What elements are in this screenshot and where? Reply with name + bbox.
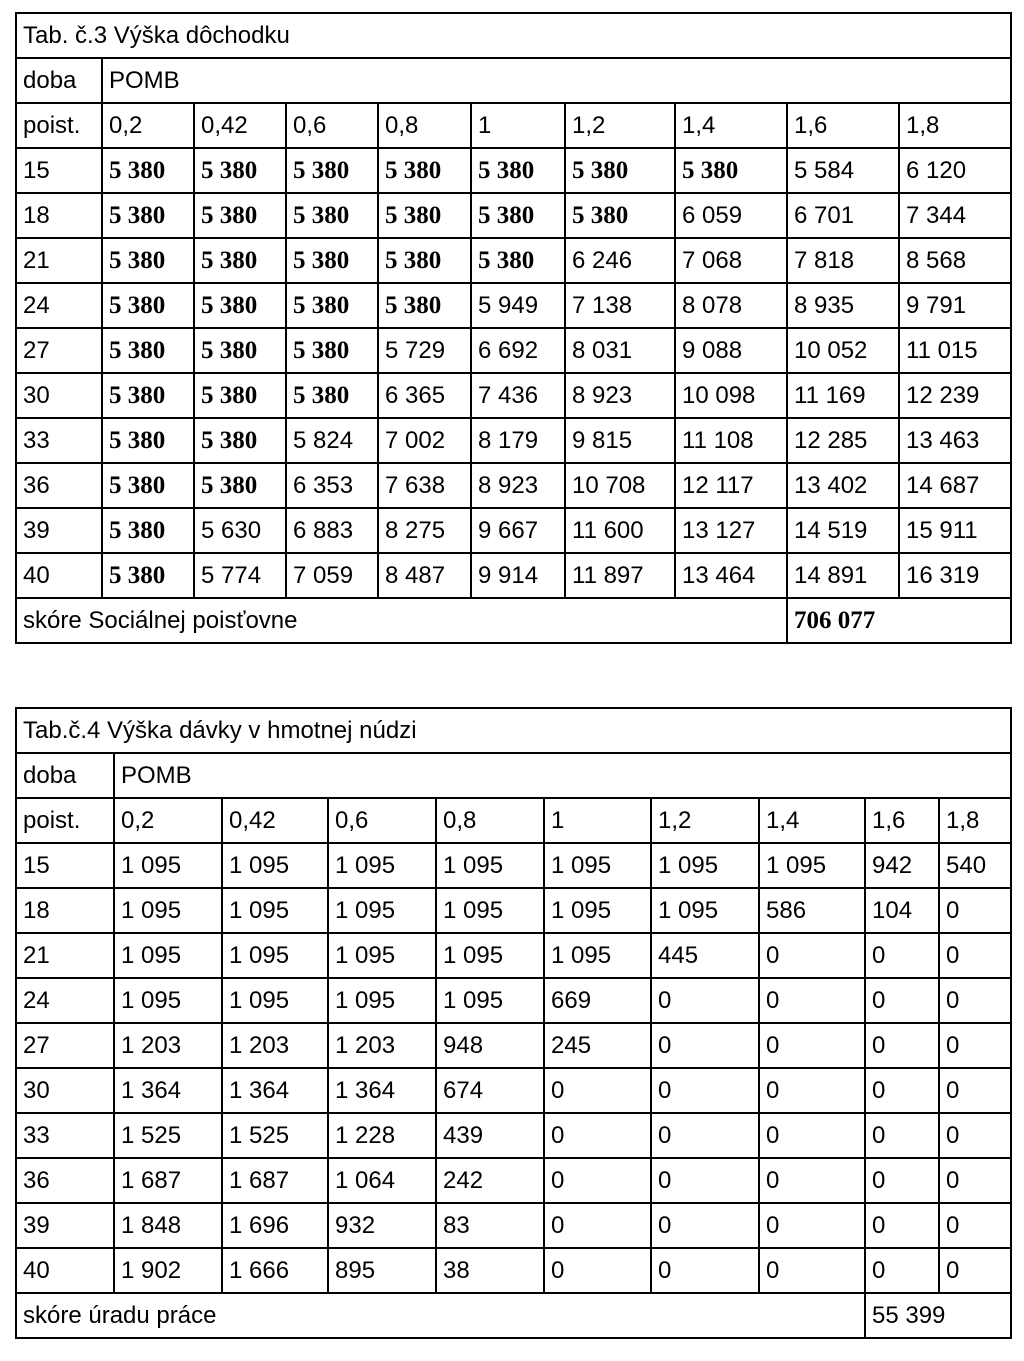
- table-row: [16, 1203, 1011, 1248]
- row-label: 18: [16, 193, 102, 238]
- column-header: 1,8: [939, 798, 1011, 843]
- table-cell: 7 068: [675, 238, 787, 283]
- row-label: 21: [16, 933, 114, 978]
- row-label: 18: [16, 888, 114, 933]
- table-cell: 1 095: [328, 843, 436, 888]
- row-header-top: doba: [16, 753, 114, 798]
- table-cell: 5 380: [286, 238, 378, 283]
- table-cell: 242: [436, 1158, 544, 1203]
- table-row: [16, 418, 1011, 463]
- table-cell: 8 923: [471, 463, 565, 508]
- table-cell: 5 380: [565, 148, 675, 193]
- table-cell: 0: [759, 933, 865, 978]
- table-cell: 1 095: [544, 888, 651, 933]
- table-cell: 38: [436, 1248, 544, 1293]
- row-label: 24: [16, 978, 114, 1023]
- table-cell: 669: [544, 978, 651, 1023]
- table-cell: 7 436: [471, 373, 565, 418]
- table-cell: 10 052: [787, 328, 899, 373]
- table-cell: 5 380: [102, 238, 194, 283]
- table-cell: 1 095: [222, 978, 328, 1023]
- table-cell: 5 380: [194, 328, 286, 373]
- row-label: 39: [16, 1203, 114, 1248]
- table-cell: 8 568: [899, 238, 1011, 283]
- row-label: 40: [16, 1248, 114, 1293]
- table-cell: 12 117: [675, 463, 787, 508]
- table-cell: 5 729: [378, 328, 471, 373]
- row-label: 27: [16, 1023, 114, 1068]
- table-cell: 1 095: [222, 843, 328, 888]
- table-cell: 14 687: [899, 463, 1011, 508]
- table-row: [16, 238, 1011, 283]
- table-cell: 5 630: [194, 508, 286, 553]
- row-header-sub: poist.: [16, 103, 102, 148]
- table-cell: 11 015: [899, 328, 1011, 373]
- table-cell: 5 380: [286, 283, 378, 328]
- row-label: 33: [16, 418, 102, 463]
- table-cell: 0: [651, 1023, 759, 1068]
- table-vyska-dochodku: [15, 12, 1012, 644]
- table-cell: 5 380: [194, 418, 286, 463]
- table-cell: 1 095: [651, 888, 759, 933]
- table-cell: 5 380: [378, 193, 471, 238]
- table-row: [16, 193, 1011, 238]
- table-row: [16, 1068, 1011, 1113]
- table-cell: 1 687: [114, 1158, 222, 1203]
- table-cell: 942: [865, 843, 939, 888]
- table-cell: 5 949: [471, 283, 565, 328]
- table-cell: 1 095: [114, 933, 222, 978]
- table-cell: 6 246: [565, 238, 675, 283]
- column-header-row: [16, 103, 1011, 148]
- table-cell: 10 708: [565, 463, 675, 508]
- table-cell: 1 848: [114, 1203, 222, 1248]
- table-cell: 9 815: [565, 418, 675, 463]
- row-label: 24: [16, 283, 102, 328]
- table-cell: 8 078: [675, 283, 787, 328]
- table-cell: 0: [939, 1023, 1011, 1068]
- table-row: [16, 463, 1011, 508]
- row-label: 15: [16, 843, 114, 888]
- table-cell: 7 818: [787, 238, 899, 283]
- table-cell: 1 095: [222, 933, 328, 978]
- table-cell: 6 120: [899, 148, 1011, 193]
- table-row: [16, 843, 1011, 888]
- row-label: 30: [16, 1068, 114, 1113]
- table-cell: 8 275: [378, 508, 471, 553]
- table-cell: 5 380: [102, 508, 194, 553]
- table-cell: 8 935: [787, 283, 899, 328]
- row-header-sub: poist.: [16, 798, 114, 843]
- column-header: 1,6: [865, 798, 939, 843]
- table-cell: 13 464: [675, 553, 787, 598]
- table-cell: 1 095: [114, 888, 222, 933]
- column-header-row: [16, 798, 1011, 843]
- table-title: Tab.č.4 Výška dávky v hmotnej núdzi: [16, 708, 1011, 753]
- table-cell: 1 095: [114, 978, 222, 1023]
- table-cell: 5 380: [194, 238, 286, 283]
- column-header: 1,8: [899, 103, 1011, 148]
- footer-value: 55 399: [865, 1293, 1011, 1338]
- table-cell: 7 059: [286, 553, 378, 598]
- table-cell: 5 380: [194, 193, 286, 238]
- table-cell: 948: [436, 1023, 544, 1068]
- row-label: 21: [16, 238, 102, 283]
- table-cell: 1 364: [328, 1068, 436, 1113]
- table-row: [16, 1158, 1011, 1203]
- table-row: [16, 328, 1011, 373]
- column-header: 1,4: [759, 798, 865, 843]
- table-cell: 6 059: [675, 193, 787, 238]
- table-cell: 5 380: [471, 148, 565, 193]
- table-cell: 5 380: [675, 148, 787, 193]
- table-cell: 5 380: [286, 373, 378, 418]
- row-label: 27: [16, 328, 102, 373]
- table-cell: 1 095: [544, 843, 651, 888]
- table-cell: 674: [436, 1068, 544, 1113]
- table-cell: 9 791: [899, 283, 1011, 328]
- table-cell: 0: [865, 1203, 939, 1248]
- table-cell: 6 353: [286, 463, 378, 508]
- column-header: 1: [544, 798, 651, 843]
- table-cell: 11 600: [565, 508, 675, 553]
- column-header: 0,42: [194, 103, 286, 148]
- table-cell: 1 095: [328, 978, 436, 1023]
- column-header: 0,2: [114, 798, 222, 843]
- table-cell: 7 344: [899, 193, 1011, 238]
- table-cell: 5 380: [102, 463, 194, 508]
- table-cell: 10 098: [675, 373, 787, 418]
- table-cell: 5 380: [194, 373, 286, 418]
- column-header: 1: [471, 103, 565, 148]
- table-row: [16, 1023, 1011, 1068]
- table-cell: 11 108: [675, 418, 787, 463]
- table-cell: 0: [544, 1158, 651, 1203]
- table-cell: 0: [651, 1158, 759, 1203]
- table-cell: 0: [759, 1113, 865, 1158]
- table-cell: 1 095: [759, 843, 865, 888]
- table-cell: 0: [939, 1068, 1011, 1113]
- table-cell: 9 667: [471, 508, 565, 553]
- table-row: [16, 283, 1011, 328]
- column-header: 1,6: [787, 103, 899, 148]
- table-cell: 5 380: [102, 283, 194, 328]
- table-cell: 0: [865, 1248, 939, 1293]
- table-cell: 5 380: [102, 553, 194, 598]
- table-cell: 5 380: [286, 193, 378, 238]
- table-cell: 5 380: [286, 328, 378, 373]
- table-cell: 7 138: [565, 283, 675, 328]
- table-cell: 5 380: [102, 193, 194, 238]
- table-cell: 7 638: [378, 463, 471, 508]
- table-row: [16, 978, 1011, 1023]
- table-cell: 245: [544, 1023, 651, 1068]
- table-cell: 0: [651, 1248, 759, 1293]
- table-cell: 15 911: [899, 508, 1011, 553]
- table-cell: 5 380: [471, 238, 565, 283]
- table-cell: 12 239: [899, 373, 1011, 418]
- table-cell: 13 463: [899, 418, 1011, 463]
- table-cell: 0: [939, 1158, 1011, 1203]
- table-cell: 11 897: [565, 553, 675, 598]
- table-cell: 0: [939, 1113, 1011, 1158]
- table-cell: 6 365: [378, 373, 471, 418]
- table-cell: 0: [651, 1113, 759, 1158]
- table-cell: 540: [939, 843, 1011, 888]
- table-cell: 9 088: [675, 328, 787, 373]
- table-cell: 0: [865, 1113, 939, 1158]
- table-row: [16, 1113, 1011, 1158]
- table-cell: 1 666: [222, 1248, 328, 1293]
- column-header: 1,2: [565, 103, 675, 148]
- table-cell: 5 380: [286, 148, 378, 193]
- table-cell: 1 203: [328, 1023, 436, 1068]
- table-cell: 1 095: [544, 933, 651, 978]
- table-cell: 1 095: [222, 888, 328, 933]
- table-cell: 0: [865, 933, 939, 978]
- column-header: 1,2: [651, 798, 759, 843]
- table-cell: 1 095: [651, 843, 759, 888]
- row-label: 40: [16, 553, 102, 598]
- table-cell: 5 380: [102, 148, 194, 193]
- table-cell: 0: [759, 1203, 865, 1248]
- table-cell: 7 002: [378, 418, 471, 463]
- table-cell: 5 380: [102, 373, 194, 418]
- table-cell: 1 095: [328, 933, 436, 978]
- table-vyska-davky: [15, 707, 1012, 1339]
- table-cell: 0: [939, 888, 1011, 933]
- table-cell: 0: [939, 978, 1011, 1023]
- table-cell: 0: [759, 1068, 865, 1113]
- table-cell: 14 519: [787, 508, 899, 553]
- row-label: 36: [16, 463, 102, 508]
- table-cell: 445: [651, 933, 759, 978]
- table-cell: 1 203: [114, 1023, 222, 1068]
- table-cell: 5 380: [194, 148, 286, 193]
- row-header-top: doba: [16, 58, 102, 103]
- table-cell: 586: [759, 888, 865, 933]
- column-header: 0,2: [102, 103, 194, 148]
- table-cell: 0: [651, 978, 759, 1023]
- table-cell: 5 380: [378, 283, 471, 328]
- table-title: Tab. č.3 Výška dôchodku: [16, 13, 1011, 58]
- table-cell: 5 380: [565, 193, 675, 238]
- table-cell: 0: [865, 1158, 939, 1203]
- table-cell: 0: [939, 933, 1011, 978]
- table-cell: 13 127: [675, 508, 787, 553]
- table-cell: 104: [865, 888, 939, 933]
- table-cell: 1 687: [222, 1158, 328, 1203]
- row-label: 30: [16, 373, 102, 418]
- table-cell: 13 402: [787, 463, 899, 508]
- table-cell: 1 095: [436, 933, 544, 978]
- column-header: 0,42: [222, 798, 328, 843]
- table-cell: 0: [544, 1113, 651, 1158]
- table-cell: 8 923: [565, 373, 675, 418]
- table-row: [16, 1248, 1011, 1293]
- table-cell: 0: [865, 1068, 939, 1113]
- table-cell: 5 380: [471, 193, 565, 238]
- row-label: 36: [16, 1158, 114, 1203]
- table-cell: 6 701: [787, 193, 899, 238]
- table-cell: 1 525: [222, 1113, 328, 1158]
- table-cell: 1 364: [114, 1068, 222, 1113]
- table-cell: 439: [436, 1113, 544, 1158]
- table-cell: 8 487: [378, 553, 471, 598]
- table-cell: 1 902: [114, 1248, 222, 1293]
- table-cell: 0: [759, 978, 865, 1023]
- table-cell: 83: [436, 1203, 544, 1248]
- table-cell: 0: [544, 1068, 651, 1113]
- table-row: [16, 933, 1011, 978]
- table-cell: 6 883: [286, 508, 378, 553]
- table-cell: 5 380: [194, 463, 286, 508]
- table-cell: 0: [759, 1023, 865, 1068]
- row-label: 33: [16, 1113, 114, 1158]
- table-cell: 0: [939, 1203, 1011, 1248]
- table-row: [16, 888, 1011, 933]
- table-cell: 0: [759, 1248, 865, 1293]
- table-cell: 0: [651, 1203, 759, 1248]
- table-cell: 1 095: [114, 843, 222, 888]
- table-cell: 5 584: [787, 148, 899, 193]
- footer-label: skóre úradu práce: [16, 1293, 865, 1338]
- table-cell: 1 364: [222, 1068, 328, 1113]
- table-row: [16, 553, 1011, 598]
- table-cell: 1 064: [328, 1158, 436, 1203]
- group-header: POMB: [102, 58, 1011, 103]
- table-cell: 14 891: [787, 553, 899, 598]
- table-cell: 1 095: [436, 888, 544, 933]
- table-cell: 8 031: [565, 328, 675, 373]
- table-cell: 9 914: [471, 553, 565, 598]
- table-cell: 12 285: [787, 418, 899, 463]
- table-cell: 5 824: [286, 418, 378, 463]
- table-cell: 5 380: [102, 418, 194, 463]
- table-row: [16, 148, 1011, 193]
- table-row: [16, 508, 1011, 553]
- table-cell: 895: [328, 1248, 436, 1293]
- column-header: 1,4: [675, 103, 787, 148]
- table-row: [16, 373, 1011, 418]
- table-cell: 8 179: [471, 418, 565, 463]
- table-cell: 1 095: [436, 978, 544, 1023]
- footer-label: skóre Sociálnej poisťovne: [16, 598, 787, 643]
- table-cell: 16 319: [899, 553, 1011, 598]
- table-cell: 5 380: [378, 238, 471, 283]
- row-label: 39: [16, 508, 102, 553]
- table-cell: 0: [759, 1158, 865, 1203]
- row-label: 15: [16, 148, 102, 193]
- table-cell: 932: [328, 1203, 436, 1248]
- table-cell: 5 380: [102, 328, 194, 373]
- column-header: 0,6: [286, 103, 378, 148]
- table-cell: 0: [544, 1248, 651, 1293]
- column-header: 0,6: [328, 798, 436, 843]
- column-header: 0,8: [378, 103, 471, 148]
- table-cell: 1 095: [436, 843, 544, 888]
- column-header: 0,8: [436, 798, 544, 843]
- table-cell: 11 169: [787, 373, 899, 418]
- table-cell: 1 696: [222, 1203, 328, 1248]
- footer-value: 706 077: [787, 598, 1011, 643]
- table-cell: 5 380: [378, 148, 471, 193]
- table-cell: 1 095: [328, 888, 436, 933]
- table-cell: 0: [651, 1068, 759, 1113]
- table-cell: 1 228: [328, 1113, 436, 1158]
- table-cell: 0: [865, 978, 939, 1023]
- table-cell: 1 203: [222, 1023, 328, 1068]
- table-cell: 0: [544, 1203, 651, 1248]
- table-cell: 5 774: [194, 553, 286, 598]
- table-cell: 6 692: [471, 328, 565, 373]
- group-header: POMB: [114, 753, 1011, 798]
- table-cell: 0: [865, 1023, 939, 1068]
- table-cell: 5 380: [194, 283, 286, 328]
- table-cell: 1 525: [114, 1113, 222, 1158]
- table-cell: 0: [939, 1248, 1011, 1293]
